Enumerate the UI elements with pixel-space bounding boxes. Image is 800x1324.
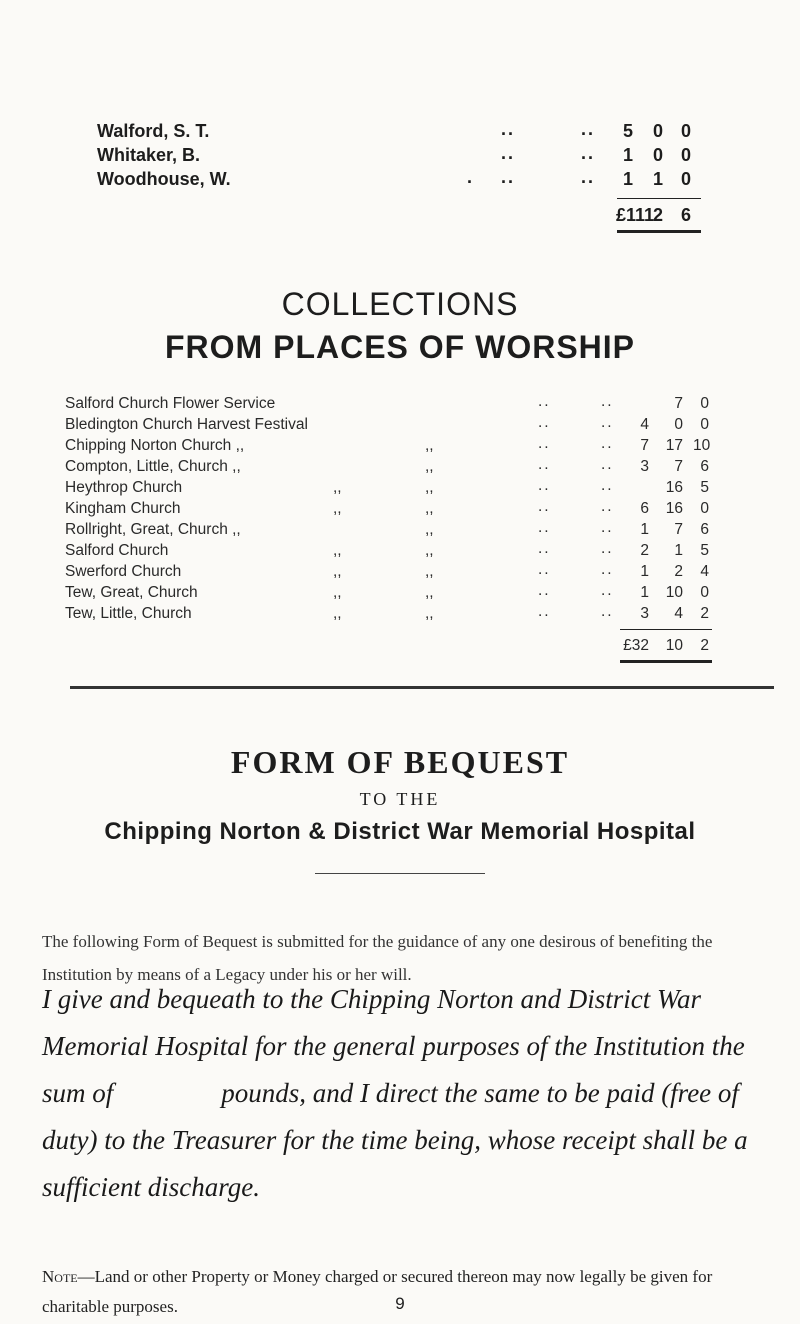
amount-pounds: 2 xyxy=(640,542,649,559)
amount-pence: 4 xyxy=(700,563,709,580)
church-name: Heythrop Church xyxy=(65,479,183,496)
total-pence: 6 xyxy=(680,205,691,225)
leader-dots: .. xyxy=(501,167,516,187)
amount-shillings: 16 xyxy=(665,479,683,496)
subscriber-row xyxy=(97,121,697,145)
short-divider xyxy=(315,873,485,874)
leader-dots: .. xyxy=(581,143,596,163)
amount-pence: 5 xyxy=(700,542,709,559)
amount-shillings: 1 xyxy=(674,542,683,559)
leader-dots: .. xyxy=(581,167,596,187)
amount-pence: 10 xyxy=(693,437,711,454)
amount-shillings: 0 xyxy=(652,121,663,141)
collection-row xyxy=(65,435,711,457)
total-shillings: 2 xyxy=(652,205,663,225)
ditto-mark: ,, xyxy=(333,500,342,517)
collection-row xyxy=(65,456,709,478)
ditto-mark: ,, xyxy=(425,605,434,622)
leader-dots: .. xyxy=(581,119,596,139)
intro-paragraph: The following Form of Bequest is submitted for the guidance of any one desirous of benefiting the Institution by means of a Legacy under his or her will. xyxy=(42,932,713,984)
church-name: Salford Church Flower Service xyxy=(65,395,276,412)
ditto-mark: ,, xyxy=(425,500,434,517)
leader-dots: .. xyxy=(601,561,614,578)
total-pounds: £111 xyxy=(616,205,655,225)
amount-shillings: 7 xyxy=(674,458,683,475)
church-name: Tew, Great, Church xyxy=(65,584,198,601)
subscriber-row xyxy=(97,145,697,169)
collection-row xyxy=(65,477,709,499)
amount-pence: 0 xyxy=(700,584,709,601)
sum-rule xyxy=(620,629,712,630)
leader-dots: .. xyxy=(501,143,516,163)
amount-pounds: 3 xyxy=(640,605,649,622)
collection-row xyxy=(65,498,709,520)
collection-row xyxy=(65,519,709,541)
subscriber-total-row xyxy=(97,205,697,229)
amount-pounds: 1 xyxy=(640,521,649,538)
leader-dots: .. xyxy=(601,582,614,599)
amount-pounds: 3 xyxy=(640,458,649,475)
total-double-rule xyxy=(620,660,712,663)
leader-dots: .. xyxy=(538,519,551,536)
church-name: Bledington Church Harvest Festival xyxy=(65,416,308,433)
section-title: COLLECTIONS xyxy=(281,286,519,322)
leader-dots: .. xyxy=(538,393,551,410)
church-name: Tew, Little, Church xyxy=(65,605,192,622)
leader-dots: .. xyxy=(601,414,614,431)
sum-rule xyxy=(617,198,701,199)
amount-pence: 0 xyxy=(680,121,691,141)
section-subtitle: FROM PLACES OF WORSHIP xyxy=(165,329,635,365)
amount-pence: 6 xyxy=(700,458,709,475)
collection-row xyxy=(65,582,709,604)
leader-dots: .. xyxy=(538,561,551,578)
leader-dots: .. xyxy=(601,540,614,557)
church-name: Kingham Church xyxy=(65,500,181,517)
leader-dots: .. xyxy=(538,582,551,599)
form-title: FORM OF BEQUEST xyxy=(230,744,570,780)
leader-dots: .. xyxy=(538,477,551,494)
amount-pence: 0 xyxy=(680,145,691,165)
total-pounds: £32 xyxy=(623,637,649,654)
leader-dots: .. xyxy=(601,393,614,410)
leader-dots: .. xyxy=(601,519,614,536)
ditto-mark: ,, xyxy=(425,458,434,475)
ditto-mark: ,, xyxy=(425,584,434,601)
leader-dots: .. xyxy=(601,498,614,515)
ditto-mark: ,, xyxy=(333,605,342,622)
amount-shillings: 2 xyxy=(674,563,683,580)
subscriber-name: Walford, S. T. xyxy=(97,121,210,141)
church-name: Swerford Church xyxy=(65,563,182,580)
subscriber-row xyxy=(97,169,697,193)
collection-row xyxy=(65,393,709,415)
hospital-name: Chipping Norton & District War Memorial Hospital xyxy=(104,818,696,845)
amount-pounds: 5 xyxy=(622,121,633,141)
note-text: —Land or other Property or Money charged or secured thereon may now legally be given for charitable purposes. xyxy=(42,1267,713,1316)
total-shillings: 10 xyxy=(665,637,683,654)
church-name: Compton, Little, Church ,, xyxy=(65,458,241,475)
ditto-mark: ,, xyxy=(333,563,342,580)
section-divider xyxy=(70,686,774,689)
total-double-rule xyxy=(617,230,701,233)
leader-dots: .. xyxy=(538,435,551,452)
amount-pounds: 1 xyxy=(640,584,649,601)
amount-shillings: 4 xyxy=(674,605,683,622)
leader-dots: .. xyxy=(538,414,551,431)
leader-dots: .. xyxy=(501,119,516,139)
amount-pounds: 6 xyxy=(640,500,649,517)
church-name: Rollright, Great, Church ,, xyxy=(65,521,241,538)
subscriber-name: Whitaker, B. xyxy=(97,145,201,165)
collection-row xyxy=(65,540,709,562)
bequest-form-text: I give and bequeath to the Chipping Norton and District War Memorial Hospital for the general purposes of the Institution the sum of pounds, and I direct the same to be paid (free of duty) to the Treasurer for the time being, whose receipt shall be a sufficient discharge. xyxy=(42,984,755,1202)
amount-pence: 6 xyxy=(700,521,709,538)
leader-dots: .. xyxy=(601,456,614,473)
collections-total-row xyxy=(65,637,709,657)
amount-shillings: 16 xyxy=(665,500,683,517)
amount-pence: 0 xyxy=(700,395,709,412)
subscriber-name: Woodhouse, W. xyxy=(97,169,231,189)
amount-pence: 0 xyxy=(700,500,709,517)
note-label: Note xyxy=(42,1267,78,1286)
collection-row xyxy=(65,603,709,625)
amount-pence: 2 xyxy=(700,605,709,622)
amount-shillings: 1 xyxy=(652,169,663,189)
collection-row xyxy=(65,414,709,436)
leader-dots: .. xyxy=(538,603,551,620)
ditto-mark: ,, xyxy=(333,542,342,559)
amount-pounds: 1 xyxy=(640,563,649,580)
ditto-mark: ,, xyxy=(425,563,434,580)
leader-dots: . xyxy=(467,167,475,187)
amount-shillings: 0 xyxy=(652,145,663,165)
ditto-mark: ,, xyxy=(425,521,434,538)
leader-dots: .. xyxy=(601,435,614,452)
leader-dots: .. xyxy=(538,498,551,515)
form-subtitle: TO THE xyxy=(359,789,441,809)
amount-shillings: 0 xyxy=(674,416,683,433)
ditto-mark: ,, xyxy=(425,479,434,496)
ditto-mark: ,, xyxy=(425,542,434,559)
amount-shillings: 7 xyxy=(674,395,683,412)
amount-pence: 0 xyxy=(680,169,691,189)
amount-pounds: 4 xyxy=(640,416,649,433)
amount-pounds: 7 xyxy=(640,437,649,454)
leader-dots: .. xyxy=(601,603,614,620)
leader-dots: .. xyxy=(601,477,614,494)
ditto-mark: ,, xyxy=(425,437,434,454)
amount-pounds: 1 xyxy=(622,169,633,189)
total-pence: 2 xyxy=(700,637,709,654)
amount-shillings: 7 xyxy=(674,521,683,538)
amount-pounds: 1 xyxy=(622,145,633,165)
amount-shillings: 10 xyxy=(665,584,683,601)
ditto-mark: ,, xyxy=(333,584,342,601)
collection-row xyxy=(65,561,709,583)
leader-dots: .. xyxy=(538,456,551,473)
church-name: Chipping Norton Church ,, xyxy=(65,437,245,454)
amount-pence: 5 xyxy=(700,479,709,496)
amount-shillings: 17 xyxy=(665,437,683,454)
ditto-mark: ,, xyxy=(333,479,342,496)
church-name: Salford Church xyxy=(65,542,169,559)
page-number: 9 xyxy=(395,1294,405,1313)
leader-dots: .. xyxy=(538,540,551,557)
amount-pence: 0 xyxy=(700,416,709,433)
